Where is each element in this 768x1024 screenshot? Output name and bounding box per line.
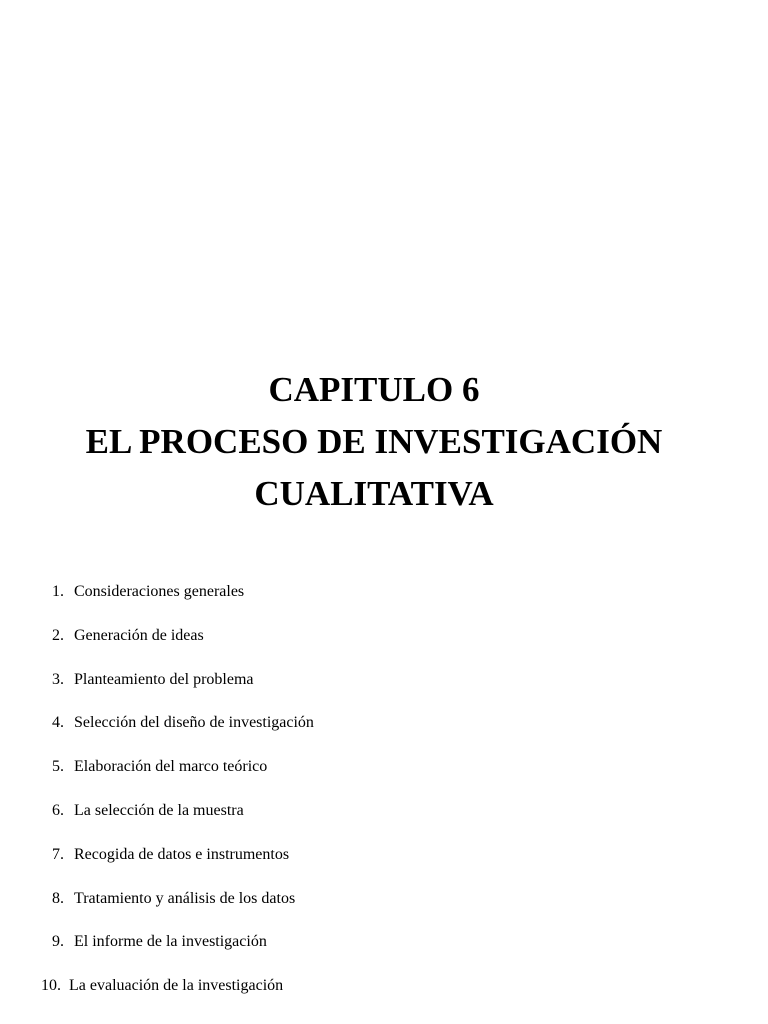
chapter-title-line-2: CUALITATIVA bbox=[254, 474, 494, 513]
list-item-text: Recogida de datos e instrumentos bbox=[74, 845, 290, 863]
list-item bbox=[0, 625, 720, 669]
list-item-text: Elaboración del marco teórico bbox=[74, 758, 268, 776]
chapter-number: CAPITULO 6 bbox=[268, 370, 480, 409]
list-item bbox=[0, 931, 720, 975]
list-item-number: 3. bbox=[52, 670, 64, 688]
list-item bbox=[0, 844, 720, 888]
list-item-text: Generación de ideas bbox=[74, 626, 204, 644]
list-item-text: El informe de la investigación bbox=[74, 933, 267, 951]
list-item-number: 8. bbox=[52, 889, 64, 907]
list-item-number: 9. bbox=[52, 933, 64, 951]
list-item bbox=[0, 888, 720, 932]
list-item-number: 1. bbox=[52, 583, 64, 600]
list-item-text: Tratamiento y análisis de los datos bbox=[74, 889, 296, 907]
list-item-text: Planteamiento del problema bbox=[74, 670, 254, 688]
list-item-number: 10. bbox=[41, 977, 61, 995]
list-item bbox=[0, 712, 720, 756]
list-item-text: Selección del diseño de investigación bbox=[74, 714, 314, 732]
list-item-number: 5. bbox=[52, 758, 64, 776]
chapter-heading bbox=[0, 364, 748, 520]
list-item-number: 4. bbox=[52, 714, 64, 732]
chapter-title-line-1: EL PROCESO DE INVESTIGACIÓN bbox=[85, 422, 663, 461]
list-item bbox=[0, 756, 720, 800]
list-item bbox=[0, 975, 720, 1019]
list-item-text: La evaluación de la investigación bbox=[69, 977, 284, 995]
list-item-text: La selección de la muestra bbox=[74, 801, 244, 819]
list-item bbox=[0, 581, 720, 625]
list-item-text: Consideraciones generales bbox=[74, 583, 245, 600]
list-item bbox=[0, 800, 720, 844]
list-item bbox=[0, 669, 720, 713]
chapter-contents-list bbox=[0, 581, 720, 1019]
list-item-number: 7. bbox=[52, 845, 64, 863]
list-item-number: 2. bbox=[52, 626, 64, 644]
list-item-number: 6. bbox=[52, 801, 64, 819]
